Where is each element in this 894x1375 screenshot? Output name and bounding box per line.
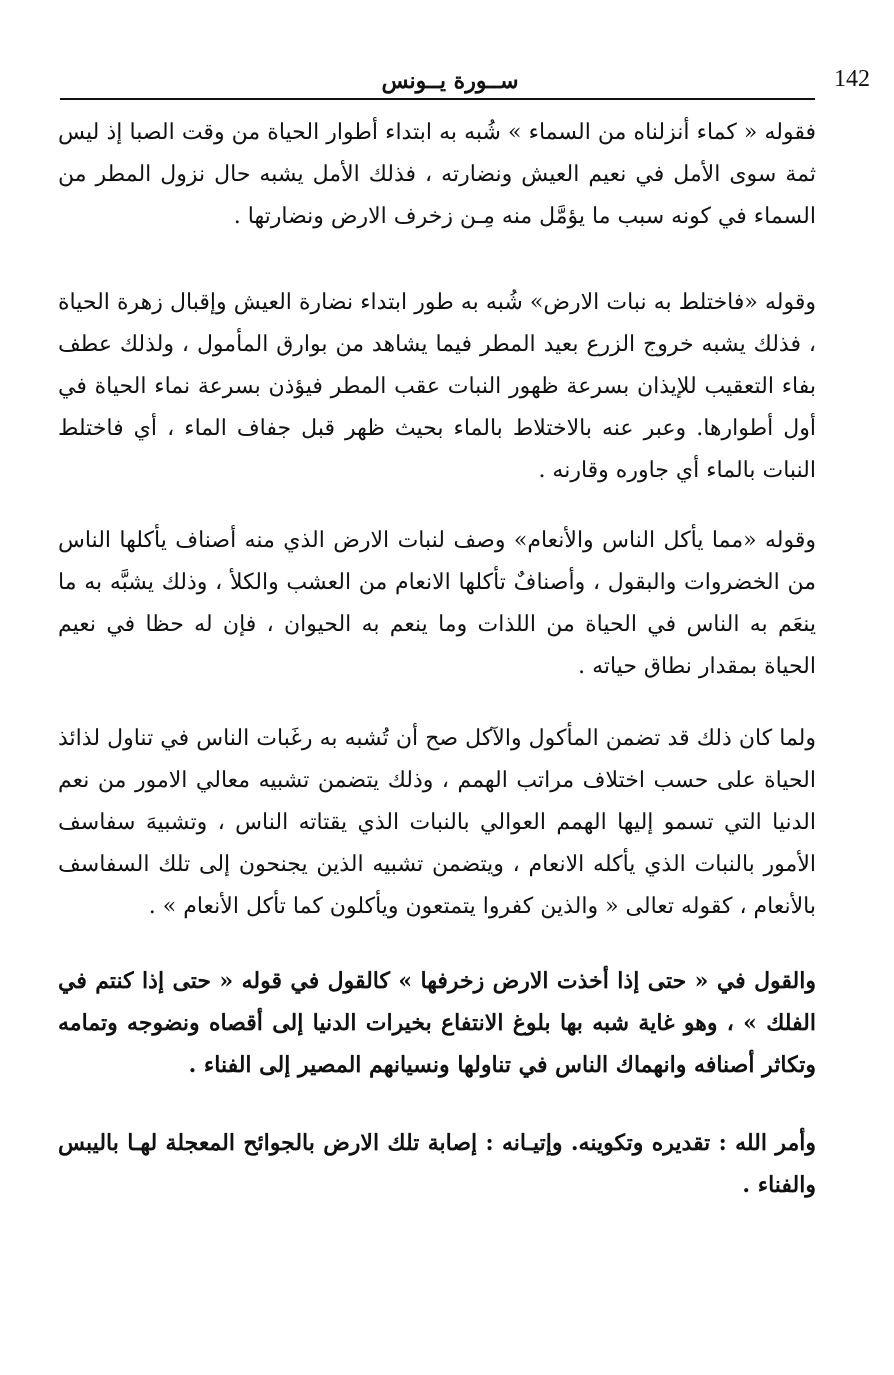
running-title: ســورة يــونس — [381, 68, 519, 94]
page-number: 142 — [834, 66, 870, 92]
page-header — [60, 58, 870, 102]
paragraph-4: ولما كان ذلك قد تضمن المأكول والآكل صح أن تُشبه به رغَبات الناس في تناول لذائذ الحياة على حسب اختلاف مراتب الهمم ، وذلك يتضمن تشبيه معالي الامور من نعم الدنيا التي تسمو إليها الهمم العوالي بالنبات الذي يقتاته الناس ، وتشبيهَ سفاسف الأمور بالنبات الذي يأكله الانعام ، ويتضمن تشبيه الذين يجنحون إلى تلك السفاسف بالأنعام ، كقوله تعالى « والذين كفروا يتمتعون ويأكلون كما تأكل الأنعام » . — [58, 726, 816, 919]
page-body — [58, 112, 816, 1212]
paragraph-6: وأمر الله : تقديره وتكوينه. وإتيـانه : إصابة تلك الارض بالجوائح المعجلة لهـا باليبس والفناء . — [58, 1130, 816, 1198]
paragraph-5: والقول في « حتى إذا أخذت الارض زخرفها » كالقول في قوله « حتى إذا كنتم في الفلك » ، وهو غاية شبه بها بلوغ الانتفاع بخيرات الدنيا إلى أقصاه ونضوجه وتمامه وتكاثر أصنافه وانهماك الناس في تناولها ونسيانهم المصير إلى الفناء . — [58, 968, 816, 1078]
paragraph-2: وقوله «فاختلط به نبات الارض» شُبه به طور ابتداء نضارة العيش وإقبال زهرة الحياة ، فذلك يشبه خروج الزرع بعيد المطر فيما يشاهد من بوارق المأمول ، ولذلك عطف بفاء التعقيب للإيذان بسرعة ظهور النبات عقب المطر فيؤذن بسرعة نماء الحياة في أول أطوارها. وعبر عنه بالاختلاط بالماء بحيث ظهر قبل جفاف الماء ، أي فاختلط النبات بالماء أي جاوره وقارنه . — [58, 290, 816, 483]
header-rule — [60, 98, 815, 100]
paragraph-1: فقوله « كماء أنزلناه من السماء » شُبه به ابتداء أطوار الحياة من وقت الصبا إذ ليس ثمة سوى الأمل في نعيم العيش ونضارته ، فذلك الأمل يشبه حال نزول المطر من السماء في كونه سبب ما يؤمَّل منه مِـن زخرف الارض ونضارتها . — [58, 120, 816, 229]
paragraph-3: وقوله «مما يأكل الناس والأنعام» وصف لنبات الارض الذي منه أصناف يأكلها الناس من الخضروات والبقول ، وأصنافٌ تأكلها الانعام من العشب والكلأ ، وذلك يشبَّه به ما ينعَم به الناس في الحياة من اللذات وما ينعم به الحيوان ، فإن له حظا في نعيم الحياة بمقدار نطاق حياته . — [58, 528, 816, 679]
